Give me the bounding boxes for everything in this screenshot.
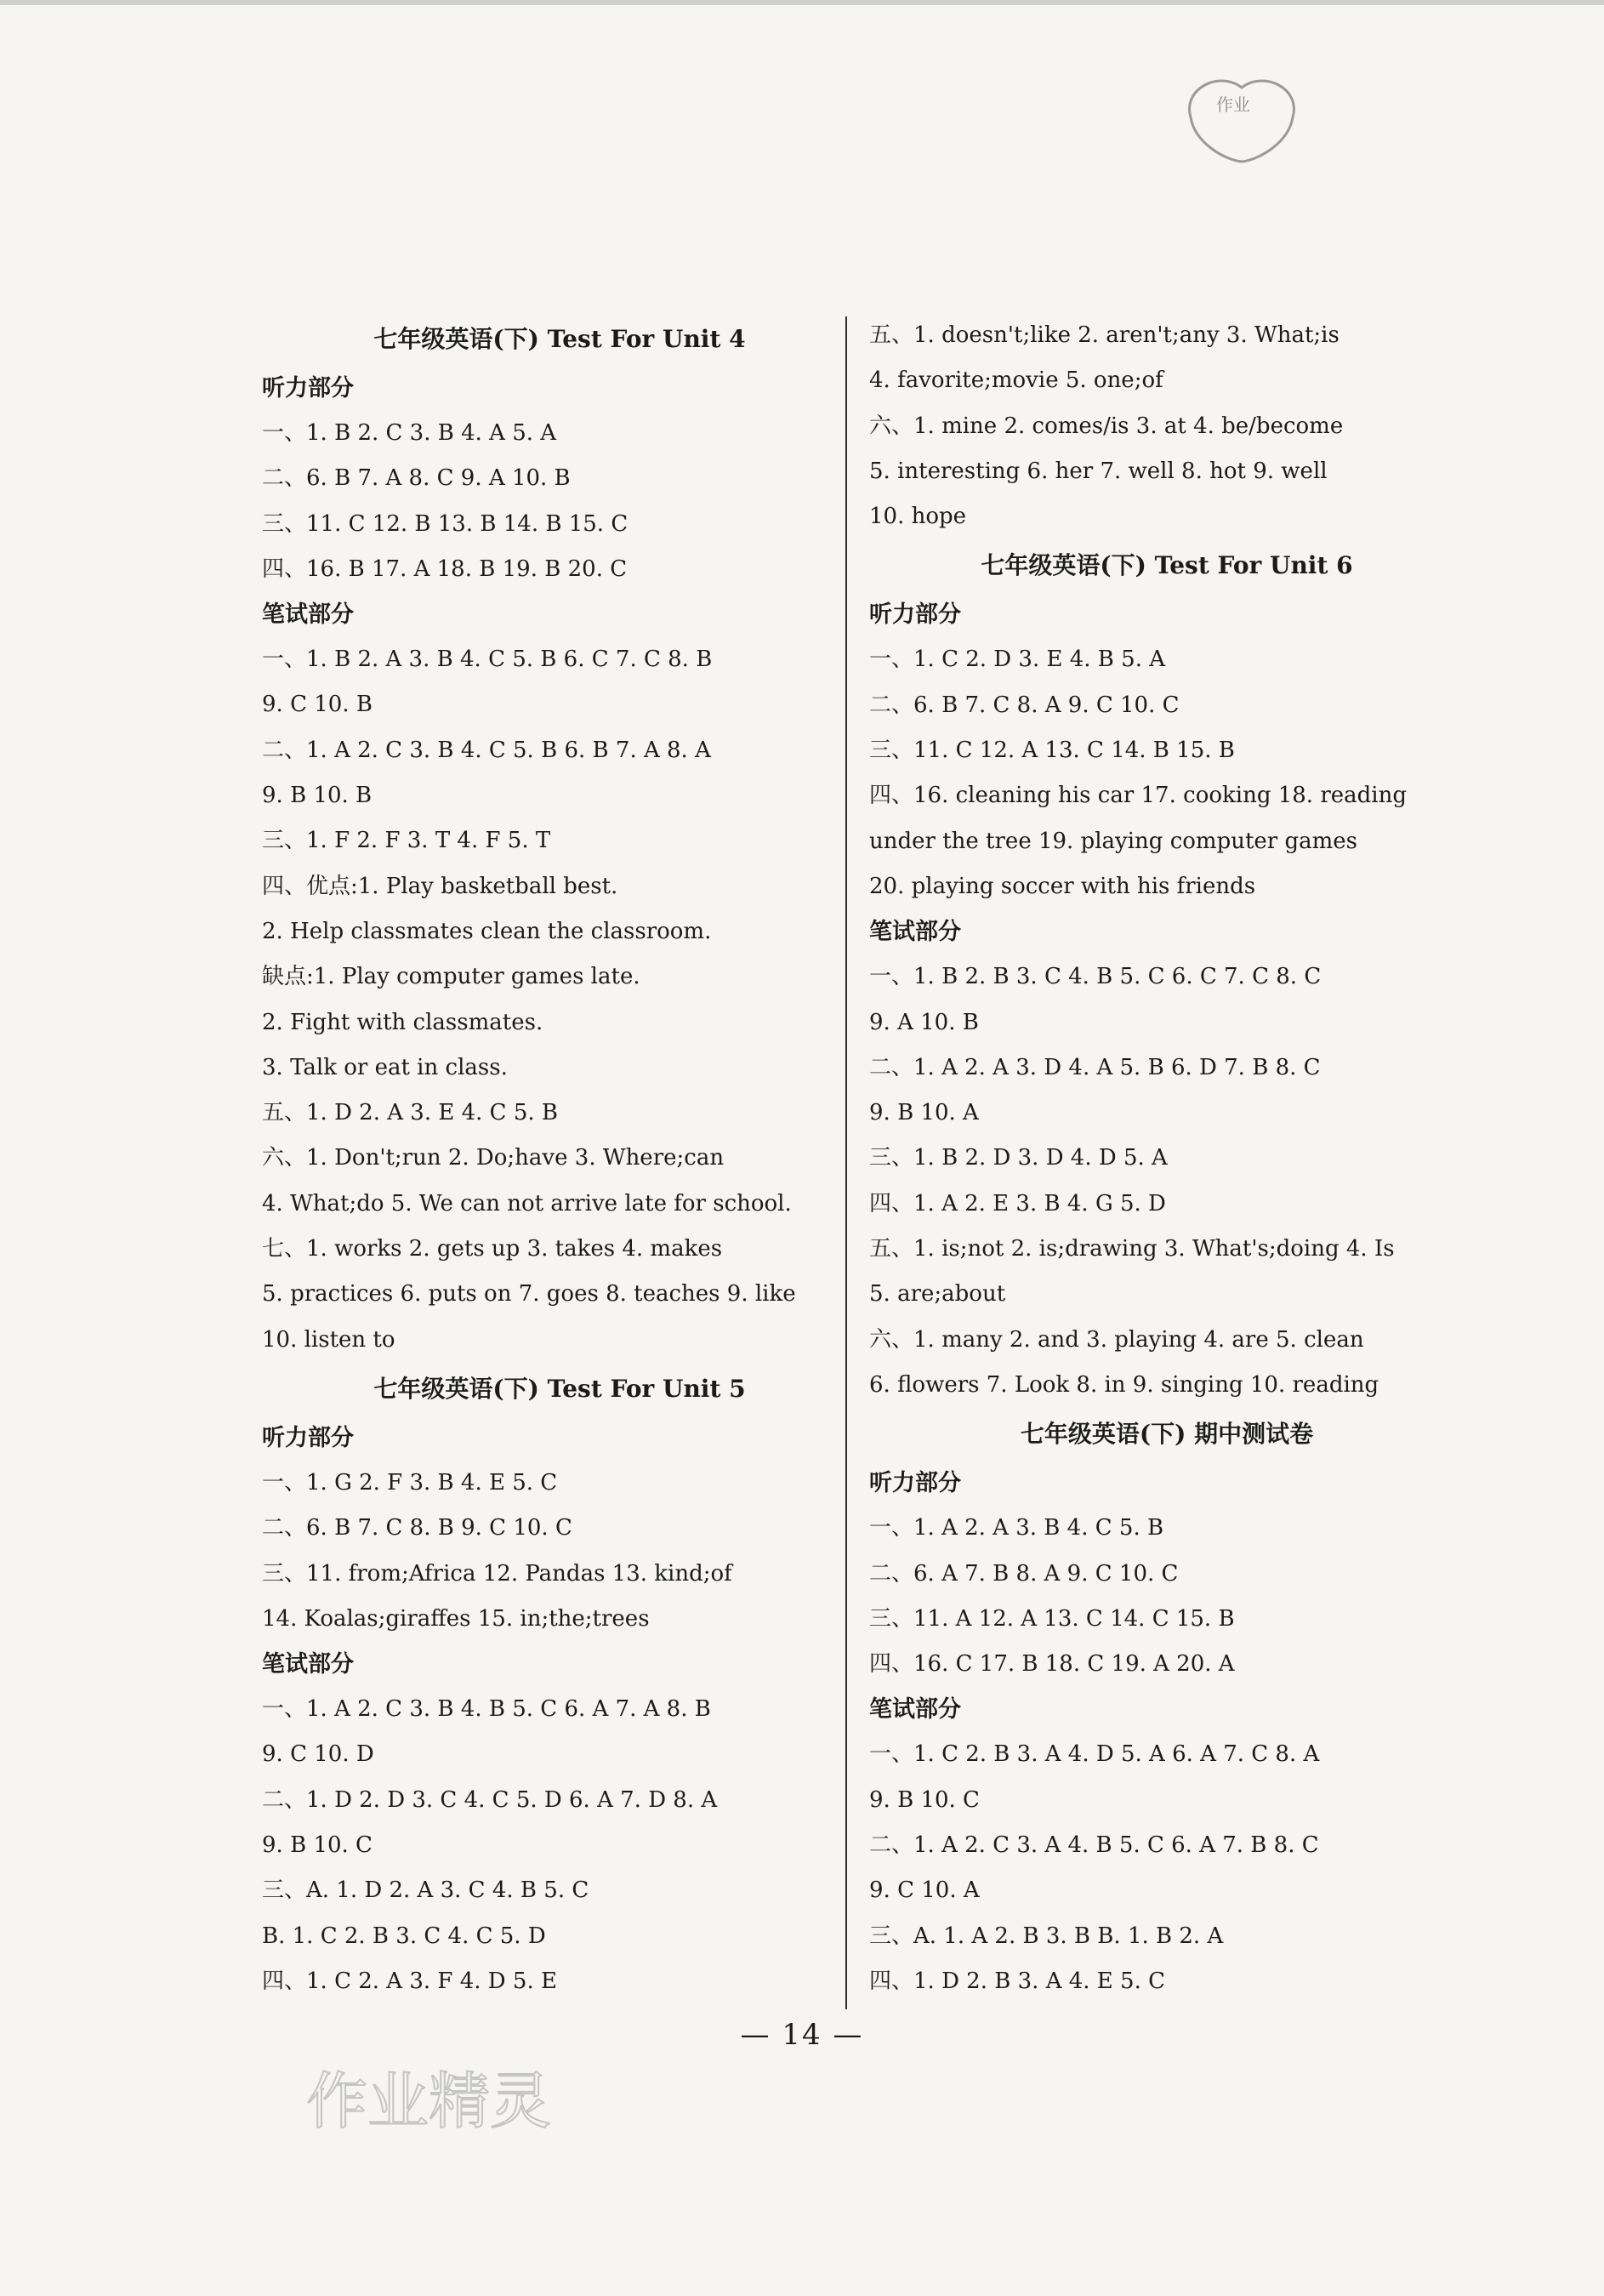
answer-line: 9. C 10. D [262, 1741, 374, 1768]
answer-line: 四、1. A 2. E 3. B 4. G 5. D [869, 1190, 1166, 1216]
answer-line: 14. Koalas;giraffes 15. in;the;trees [262, 1605, 650, 1632]
answer-line: 二、6. B 7. C 8. A 9. C 10. C [869, 692, 1180, 718]
answer-line: 五、1. is;not 2. is;drawing 3. What's;doing 4. Is [869, 1236, 1395, 1262]
answer-line: 二、6. B 7. C 8. B 9. C 10. C [262, 1515, 572, 1541]
answer-line: 二、1. D 2. D 3. C 4. C 5. D 6. A 7. D 8. A [262, 1786, 718, 1813]
answer-line: 5. are;about [869, 1281, 1006, 1308]
answer-line: 9. C 10. A [869, 1877, 980, 1904]
answer-line: 一、1. B 2. A 3. B 4. C 5. B 6. C 7. C 8. B [262, 647, 713, 673]
answer-line: 四、1. D 2. B 3. A 4. E 5. C [869, 1968, 1166, 1994]
answer-line: 四、1. C 2. A 3. F 4. D 5. E [262, 1968, 557, 1994]
svg-text:作业精灵: 作业精灵 [306, 2065, 552, 2137]
answer-line: 四、16. B 17. A 18. B 19. B 20. C [262, 555, 628, 582]
section-heading: 听力部分 [262, 1424, 354, 1451]
answer-line: 二、6. A 7. B 8. A 9. C 10. C [869, 1560, 1179, 1587]
page-number: — 14 — [740, 2018, 864, 2052]
section-heading: 听力部分 [869, 601, 961, 629]
answer-line: 3. Talk or eat in class. [262, 1054, 508, 1080]
section-heading: 笔试部分 [869, 919, 961, 946]
answer-line: 一、1. B 2. B 3. C 4. B 5. C 6. C 7. C 8. C [869, 964, 1322, 990]
answer-line: 2. Fight with classmates. [262, 1009, 543, 1035]
answer-line: 一、1. G 2. F 3. B 4. E 5. C [262, 1469, 558, 1496]
answer-line: 2. Help classmates clean the classroom. [262, 918, 712, 944]
answer-line: 二、1. A 2. C 3. B 4. C 5. B 6. B 7. A 8. A [262, 737, 711, 763]
answer-line: 9. B 10. B [262, 783, 373, 809]
answer-line: 三、11. A 12. A 13. C 14. C 15. B [869, 1605, 1235, 1632]
answer-line: 三、1. F 2. F 3. T 4. F 5. T [262, 828, 551, 854]
section-heading: 听力部分 [262, 375, 354, 402]
test-title: 七年级英语(下) 期中测试卷 [1020, 1420, 1314, 1449]
answer-line: 二、1. A 2. C 3. A 4. B 5. C 6. A 7. B 8. C [869, 1832, 1319, 1859]
answer-line: 一、1. C 2. B 3. A 4. D 5. A 6. A 7. C 8. A [869, 1741, 1320, 1768]
answer-line: 六、1. Don't;run 2. Do;have 3. Where;can [262, 1145, 725, 1171]
answer-line: 二、6. B 7. A 8. C 9. A 10. B [262, 465, 571, 492]
answer-line: 缺点:1. Play computer games late. [262, 964, 640, 990]
test-title: 七年级英语(下) Test For Unit 6 [981, 551, 1353, 580]
left-column [262, 313, 857, 2004]
scan-edge [0, 0, 1604, 5]
answer-line: 10. listen to [262, 1326, 395, 1353]
stamp-logo [1174, 66, 1310, 168]
answer-line: 三、11. C 12. B 13. B 14. B 15. C [262, 510, 629, 537]
answer-line: 三、11. from;Africa 12. Pandas 13. kind;of [262, 1560, 732, 1587]
answer-line: 七、1. works 2. gets up 3. takes 4. makes [262, 1236, 723, 1262]
answer-line: under the tree 19. playing computer games [869, 828, 1358, 854]
test-title: 七年级英语(下) Test For Unit 4 [373, 325, 746, 353]
answer-line: 一、1. A 2. C 3. B 4. B 5. C 6. A 7. A 8. B [262, 1696, 711, 1723]
answer-line: 4. favorite;movie 5. one;of [869, 367, 1163, 394]
answer-line: 9. B 10. C [262, 1832, 373, 1859]
answer-line: 六、1. many 2. and 3. playing 4. are 5. clean [869, 1326, 1364, 1353]
answer-line: 一、1. B 2. C 3. B 4. A 5. A [262, 420, 557, 446]
answer-line: B. 1. C 2. B 3. C 4. C 5. D [262, 1923, 546, 1949]
answer-line: 六、1. mine 2. comes/is 3. at 4. be/become [869, 413, 1344, 439]
answer-line: 三、11. C 12. A 13. C 14. B 15. B [869, 738, 1235, 764]
answer-line: 一、1. C 2. D 3. E 4. B 5. A [869, 647, 1166, 673]
answer-line: 三、A. 1. D 2. A 3. C 4. B 5. C [262, 1877, 589, 1904]
section-heading: 笔试部分 [262, 1651, 354, 1678]
answer-line: 四、优点:1. Play basketball best. [262, 873, 618, 899]
section-heading: 笔试部分 [869, 1696, 961, 1723]
answer-line: 四、16. cleaning his car 17. cooking 18. reading [869, 783, 1407, 809]
answer-line: 20. playing soccer with his friends [869, 873, 1256, 899]
answer-line: 9. C 10. B [262, 692, 373, 718]
answer-line: 4. What;do 5. We can not arrive late for school. [262, 1190, 792, 1216]
test-title: 七年级英语(下) Test For Unit 5 [373, 1374, 746, 1403]
column-divider [845, 316, 847, 2009]
answer-line: 9. A 10. B [869, 1009, 979, 1035]
answer-line: 二、1. A 2. A 3. D 4. A 5. B 6. D 7. B 8. C [869, 1054, 1321, 1080]
svg-text:作业: 作业 [1216, 94, 1250, 115]
answer-line: 三、1. B 2. D 3. D 4. D 5. A [869, 1145, 1168, 1171]
answer-line: 5. interesting 6. her 7. well 8. hot 9. well [869, 458, 1328, 484]
right-column [869, 313, 1465, 2004]
answer-line: 9. B 10. A [869, 1100, 979, 1126]
answer-line: 10. hope [869, 504, 967, 530]
answer-line: 9. B 10. C [869, 1786, 980, 1813]
section-heading: 听力部分 [869, 1470, 961, 1497]
answer-line: 五、1. doesn't;like 2. aren't;any 3. What;is [869, 322, 1340, 348]
answer-line: 5. practices 6. puts on 7. goes 8. teaches 9. like [262, 1281, 796, 1308]
section-heading: 笔试部分 [262, 601, 354, 629]
answer-line: 一、1. A 2. A 3. B 4. C 5. B [869, 1515, 1164, 1541]
answer-line: 三、A. 1. A 2. B 3. B B. 1. B 2. A [869, 1923, 1224, 1949]
answer-line: 四、16. C 17. B 18. C 19. A 20. A [869, 1651, 1235, 1678]
watermark-logo [298, 2050, 553, 2144]
answer-line: 6. flowers 7. Look 8. in 9. singing 10. reading [869, 1371, 1379, 1398]
answer-line: 五、1. D 2. A 3. E 4. C 5. B [262, 1100, 559, 1126]
